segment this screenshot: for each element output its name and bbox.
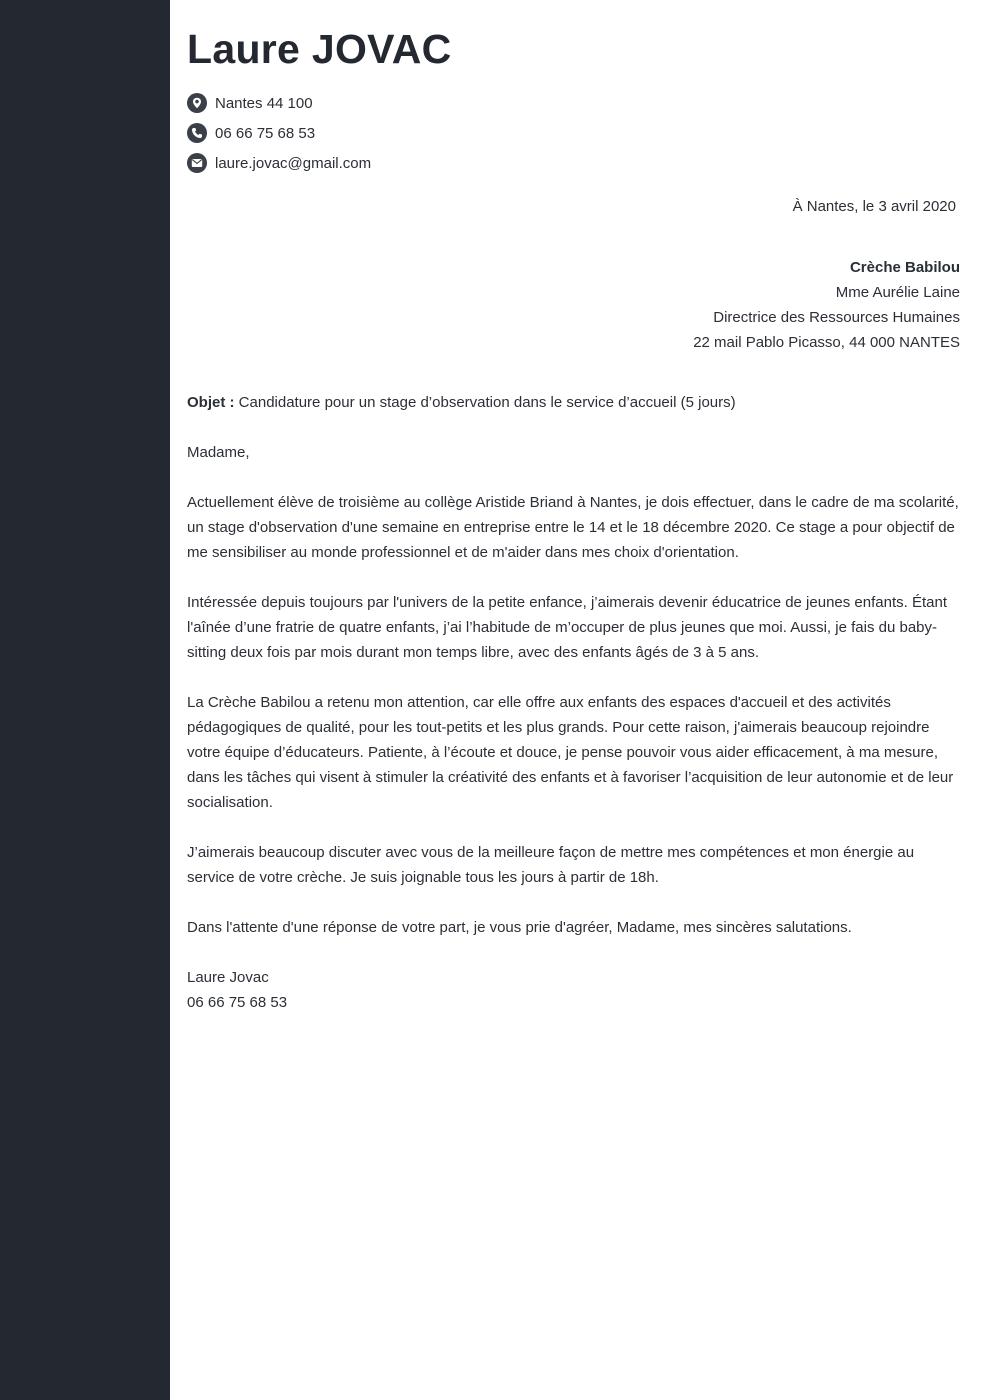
paragraph-4: J’aimerais beaucoup discuter avec vous de la meilleure façon de mettre mes compétences et mon énergie au service de votre crèche. Je suis joignable tous les jours à partir de 18h.: [187, 844, 915, 886]
signature-name: Laure Jovac: [187, 969, 269, 986]
signature-phone: 06 66 75 68 53: [187, 994, 288, 1011]
subject-text: Candidature pour un stage d’observation dans le service d’accueil (5 jours): [238, 394, 736, 411]
phone-icon: [187, 123, 207, 143]
recipient-company: Crèche Babilou: [849, 259, 960, 276]
recipient-person: Mme Aurélie Laine: [835, 284, 960, 301]
signature-block: [187, 965, 960, 1015]
contact-phone: [187, 122, 315, 144]
recipient-role: Directrice des Ressources Humaines: [713, 309, 960, 326]
date-line: À Nantes, le 3 avril 2020: [792, 198, 956, 215]
paragraph-5: Dans l'attente d'une réponse de votre part, je vous prie d'agréer, Madame, mes sincères salutations.: [187, 919, 852, 936]
recipient-block: [693, 255, 960, 355]
sender-name: Laure JOVAC: [187, 26, 452, 72]
contact-location-text: Nantes 44 100: [215, 94, 313, 112]
subject-label: Objet :: [187, 394, 235, 411]
contact-email: [187, 152, 371, 174]
contact-phone-text: 06 66 75 68 53: [215, 124, 316, 142]
paragraph-1: Actuellement élève de troisième au collège Aristide Briand à Nantes, je dois effectuer, dans le cadre de ma scolarité, un stage d'observation d'une semaine en entreprise entre le 14 et le 18 décembre 2020. Ce stage a pour objectif de me sensibiliser au monde professionnel et de m'aider dans mes choix d'orientation.: [187, 494, 959, 561]
map-pin-icon: [187, 93, 207, 113]
salutation: Madame,: [187, 444, 250, 461]
contact-email-text: laure.jovac@gmail.com: [215, 154, 372, 172]
contact-location: [187, 92, 313, 114]
sidebar: [0, 0, 170, 1400]
envelope-icon: [187, 153, 207, 173]
paragraph-3: La Crèche Babilou a retenu mon attention, car elle offre aux enfants des espaces d'accueil et des activités pédagogiques de qualité, pour les tout-petits et les plus grands. Pour cette raison, j'aimerais beaucoup rejoindre votre équipe d’éducateurs. Patiente, à l’écoute et douce, je pense pouvoir vous aider efficacement, à ma mesure, dans les tâches qui visent à stimuler la créativité des enfants et à favoriser l’acquisition de leur autonomie et de leur socialisation.: [187, 694, 954, 811]
recipient-address: 22 mail Pablo Picasso, 44 000 NANTES: [693, 334, 960, 351]
letter-body: [187, 390, 960, 1015]
subject-line: [187, 390, 960, 415]
paragraph-2: Intéressée depuis toujours par l'univers de la petite enfance, j’aimerais devenir éducatrice de jeunes enfants. Étant l'aînée d’une fratrie de quatre enfants, j’ai l’habitude de m’occuper de plus jeunes que moi. Aussi, je fais du baby-sitting deux fois par mois durant mon temps libre, avec des enfants âgés de 3 à 5 ans.: [187, 594, 947, 661]
